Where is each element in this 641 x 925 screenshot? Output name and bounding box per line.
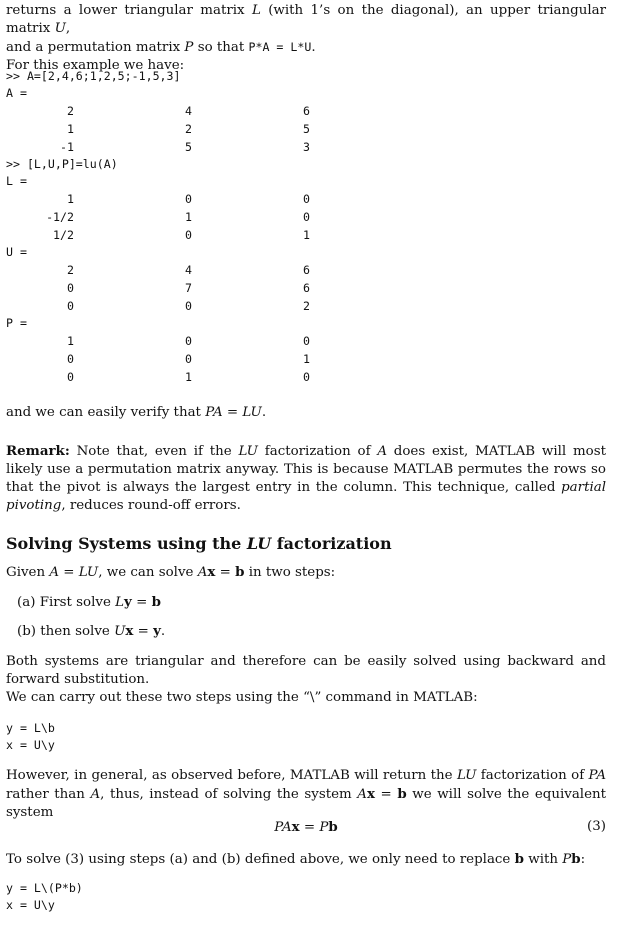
intro-paragraph (6, 2, 606, 75)
code-block-solve (6, 720, 55, 754)
verify-sentence: and we can easily verify that PA = LU. (6, 405, 267, 420)
matrix-row: 1/2 0 1 (53, 228, 310, 242)
matrix-row: 0 1 0 (67, 370, 310, 384)
matrix-L (6, 190, 326, 244)
inline-code: P*A = L*U (248, 40, 312, 54)
matrix-row: 1 0 0 (67, 192, 310, 206)
emphasis-partial-pivoting: partial pivoting (6, 480, 606, 513)
label-L: L = (6, 174, 27, 188)
step-a: (a) First solve Ly = b (17, 594, 161, 610)
matrix-row: 2 4 6 (67, 104, 310, 118)
code-block-permuted-solve (6, 880, 83, 914)
command-lu: >> [L,U,P]=lu(A) (6, 157, 118, 171)
label-A: A = (6, 86, 27, 100)
both-systems-paragraph: Both systems are triangular and therefore can be easily solved using backward and forward substitution. (6, 654, 606, 687)
matrix-P (6, 332, 326, 386)
remark-label: Remark: (6, 443, 70, 459)
remark-paragraph: Remark: Note that, even if the LU factorization of A does exist, MATLAB will most likely use a permutation matrix anyway. This is because MATLAB permutes the rows so that the pivot is always the largest entry in the column. This technique, called partial pivoting, reduces round-off errors. (6, 443, 606, 513)
code-line: y = L\(P*b) (6, 881, 83, 895)
intro-line-1: returns a lower triangular matrix L (with 1’s on the diagonal), an upper triangular matrix U, (6, 3, 606, 36)
carry-out-sentence: We can carry out these two steps using the “\” command in MATLAB: (6, 690, 478, 705)
matrix-row: 0 0 1 (67, 352, 310, 366)
command-define-A: >> A=[2,4,6;1,2,5;-1,5,3] (6, 69, 181, 83)
label-P: P = (6, 316, 27, 330)
intro-line-3: For this example we have: (6, 58, 185, 73)
matrix-row: 1 2 5 (67, 122, 310, 136)
section-heading: Solving Systems using the LU factorization (6, 534, 392, 553)
equation-3 (6, 817, 606, 837)
matrix-row: -1 5 3 (60, 140, 310, 154)
matrix-row: 0 7 6 (67, 281, 310, 295)
label-U: U = (6, 245, 27, 259)
matrix-row: 2 4 6 (67, 263, 310, 277)
to-solve-sentence: To solve (3) using steps (a) and (b) defined above, we only need to replace b with Pb: (6, 851, 586, 867)
matrix-row: -1/2 1 0 (46, 210, 310, 224)
equation-number: (3) (587, 819, 606, 834)
matrix-U (6, 261, 326, 315)
step-b: (b) then solve Ux = y. (17, 623, 166, 639)
however-paragraph: However, in general, as observed before, MATLAB will return the LU factorization of PA rather than A, thus, instead of solving the system Ax = b we will solve the equivalent system (6, 768, 607, 820)
matlab-example (6, 68, 326, 386)
code-line: x = U\y (6, 898, 55, 912)
matrix-A (6, 102, 326, 156)
code-line: y = L\b (6, 721, 55, 735)
given-sentence: Given A = LU, we can solve Ax = b in two steps: (6, 564, 336, 580)
intro-line-2: and a permutation matrix P so that P*A = L*U. (6, 40, 316, 55)
equation-body: PAx = Pb (274, 819, 338, 835)
matrix-row: 1 0 0 (67, 334, 310, 348)
matrix-row: 0 0 2 (67, 299, 310, 313)
code-line: x = U\y (6, 738, 55, 752)
